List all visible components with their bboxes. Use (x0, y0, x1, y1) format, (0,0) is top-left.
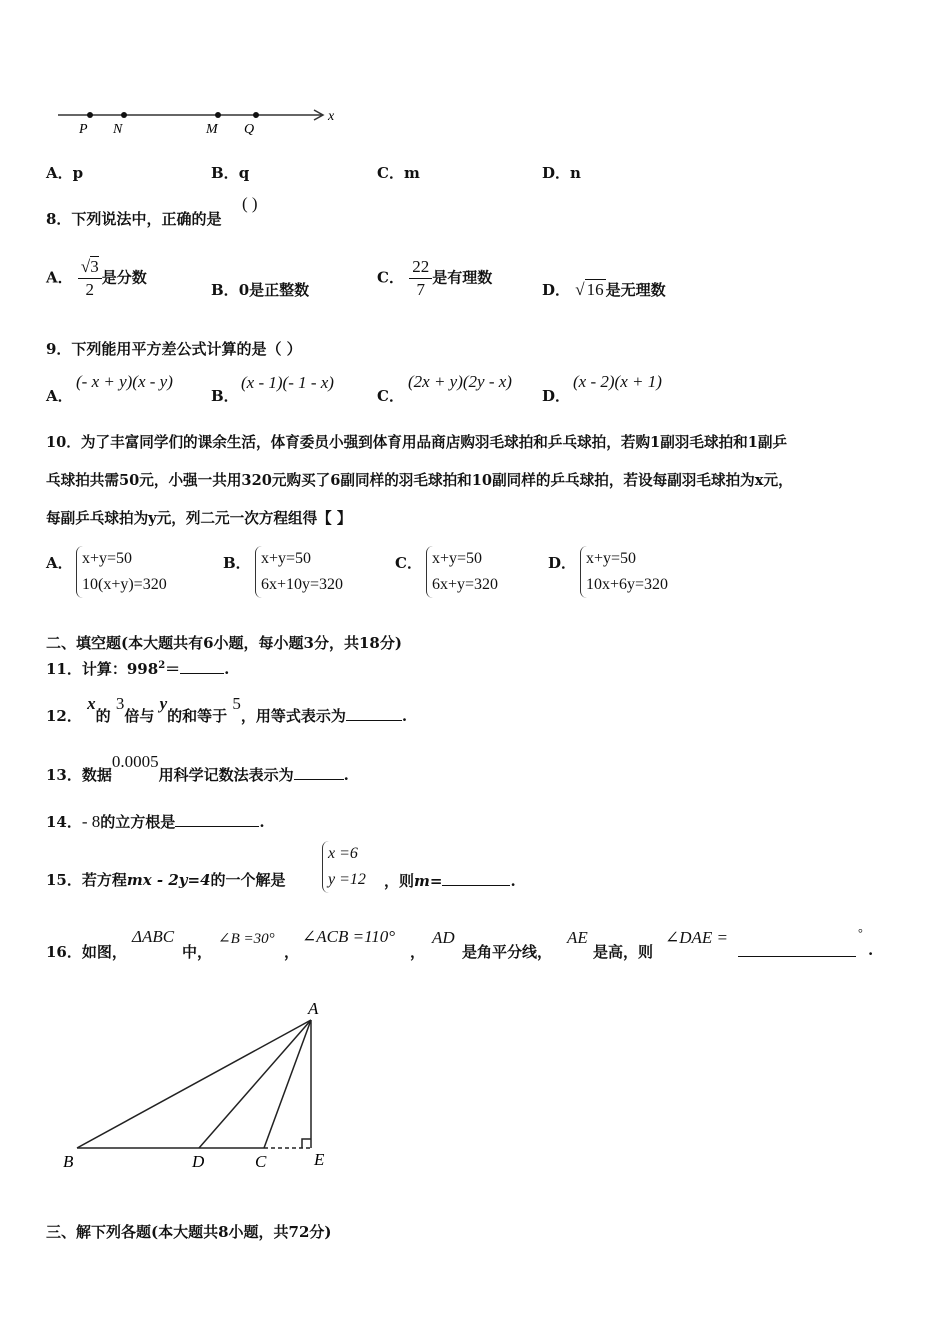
q10-option-a-label: A． (46, 554, 73, 572)
point-m (215, 112, 221, 118)
q9-stem: 9．下列能用平方差公式计算的是（ ） (46, 340, 302, 358)
q16-triangle: ΔABC (132, 927, 175, 946)
q10-option-d-system: x+y=50 10x+6y=320 (580, 546, 668, 598)
side-ab (77, 1020, 311, 1148)
q10-option-c-label: C． (395, 554, 422, 572)
q10-option-c-system: x+y=50 6x+y=320 (426, 546, 498, 598)
section-2-title: 二、填空题(本大题共有6小题，每小题3分，共18分) (46, 634, 402, 652)
q16-sep2: ， (410, 943, 426, 961)
q10-option-a-system: x+y=50 10(x+y)=320 (76, 546, 167, 598)
label-m: M (206, 122, 218, 137)
q16-degree: ° (858, 926, 863, 940)
q16-end: . (868, 941, 874, 959)
q8-option-a: A． $\frac{√3}{2}$ 是分数 (46, 257, 147, 299)
q16-sep1: ， (284, 943, 300, 961)
label-e: E (314, 1150, 325, 1169)
q16-t2: 是角平分线， (462, 943, 553, 961)
point-p (87, 112, 93, 118)
q16-angle-b: ∠B =30° (218, 931, 275, 947)
q16-t1: 中， (182, 943, 213, 961)
q16-angle-acb: ∠ACB =110° (302, 927, 396, 946)
point-q (253, 112, 259, 118)
q9-option-a-expr: (- x + y)(x - y) (76, 372, 173, 391)
q16-pre: 16．如图， (46, 943, 127, 961)
label-d: D (192, 1152, 205, 1171)
side-ac (264, 1020, 311, 1148)
q7-option-b: B．q (211, 164, 250, 182)
q16-answer-blank (738, 940, 856, 957)
q15-answer: ，则m= . (384, 869, 516, 891)
q15-text: 15．若方程mx - 2y=4的一个解是 (46, 871, 286, 889)
label-b: B (63, 1152, 74, 1171)
q9-option-c-label: C． (377, 387, 404, 405)
q9-option-d-expr: (x - 2)(x + 1) (573, 372, 662, 391)
section-3-title: 三、解下列各题(本大题共8小题，共72分) (46, 1223, 332, 1241)
q7-option-d: D．n (542, 164, 581, 182)
q10-line2: 乓球拍共需50元，小强一共用320元购买了6副同样的羽毛球拍和10副同样的乒乓球拍，若设每副羽毛球拍为x元， (46, 472, 793, 489)
label-p: P (79, 122, 88, 137)
q10-option-b-label: B． (223, 554, 251, 572)
q10-line3: 每副乒乓球拍为y元，列二元一次方程组得【 】 (46, 510, 352, 527)
label-a: A (308, 999, 319, 1018)
q16-ae: AE (567, 928, 588, 947)
q10-option-b-system: x+y=50 6x+10y=320 (255, 546, 343, 598)
q10-line1: 10．为了丰富同学们的课余生活，体育委员小强到体育用品商店购羽毛球拍和乒乓球拍，若购1副羽毛球拍和1副乒 (46, 434, 788, 451)
q13: 13．数据0.0005用科学记数法表示为 . (46, 752, 349, 784)
q9-option-b-label: B． (211, 387, 239, 405)
q8-option-d: D． √ 16 是无理数 (542, 280, 666, 299)
q12: 12． x的 3倍与 y的和等于 5，用等式表示为 . (46, 694, 408, 725)
q8-option-c: C． $\frac{22}{7}$ 是有理数 (377, 257, 493, 299)
q9-option-a-label: A． (46, 387, 73, 405)
q14: 14．- 8的立方根是 . (46, 812, 265, 831)
q9-option-b-expr: (x - 1)(- 1 - x) (241, 373, 334, 392)
q8-option-b: B．0是正整数 (211, 281, 310, 299)
q7-option-c: C．m (377, 164, 420, 182)
q16-angle-dae: ∠DAE = (665, 928, 729, 947)
label-c: C (255, 1152, 267, 1171)
point-n (121, 112, 127, 118)
q16-t3: 是高，则 (593, 943, 654, 961)
number-line-figure (50, 100, 350, 142)
label-x: x (328, 109, 335, 124)
q15-system: x =6 y =12 (322, 841, 366, 893)
q7-option-a: A．p (46, 164, 84, 182)
triangle-figure (55, 995, 345, 1175)
segment-ad (199, 1020, 311, 1148)
label-q: Q (244, 122, 255, 137)
q10-option-d-label: D． (548, 554, 577, 572)
right-angle-mark (302, 1139, 311, 1148)
q11: 11．计算：$998^2=$ . (46, 657, 229, 679)
q8-stem: 8．下列说法中，正确的是 (46, 210, 222, 228)
label-n: N (113, 122, 123, 137)
q8-paren: ( ) (242, 194, 258, 213)
q16-ad: AD (432, 928, 455, 947)
q9-option-d-label: D． (542, 387, 571, 405)
q9-option-c-expr: (2x + y)(2y - x) (408, 372, 512, 391)
